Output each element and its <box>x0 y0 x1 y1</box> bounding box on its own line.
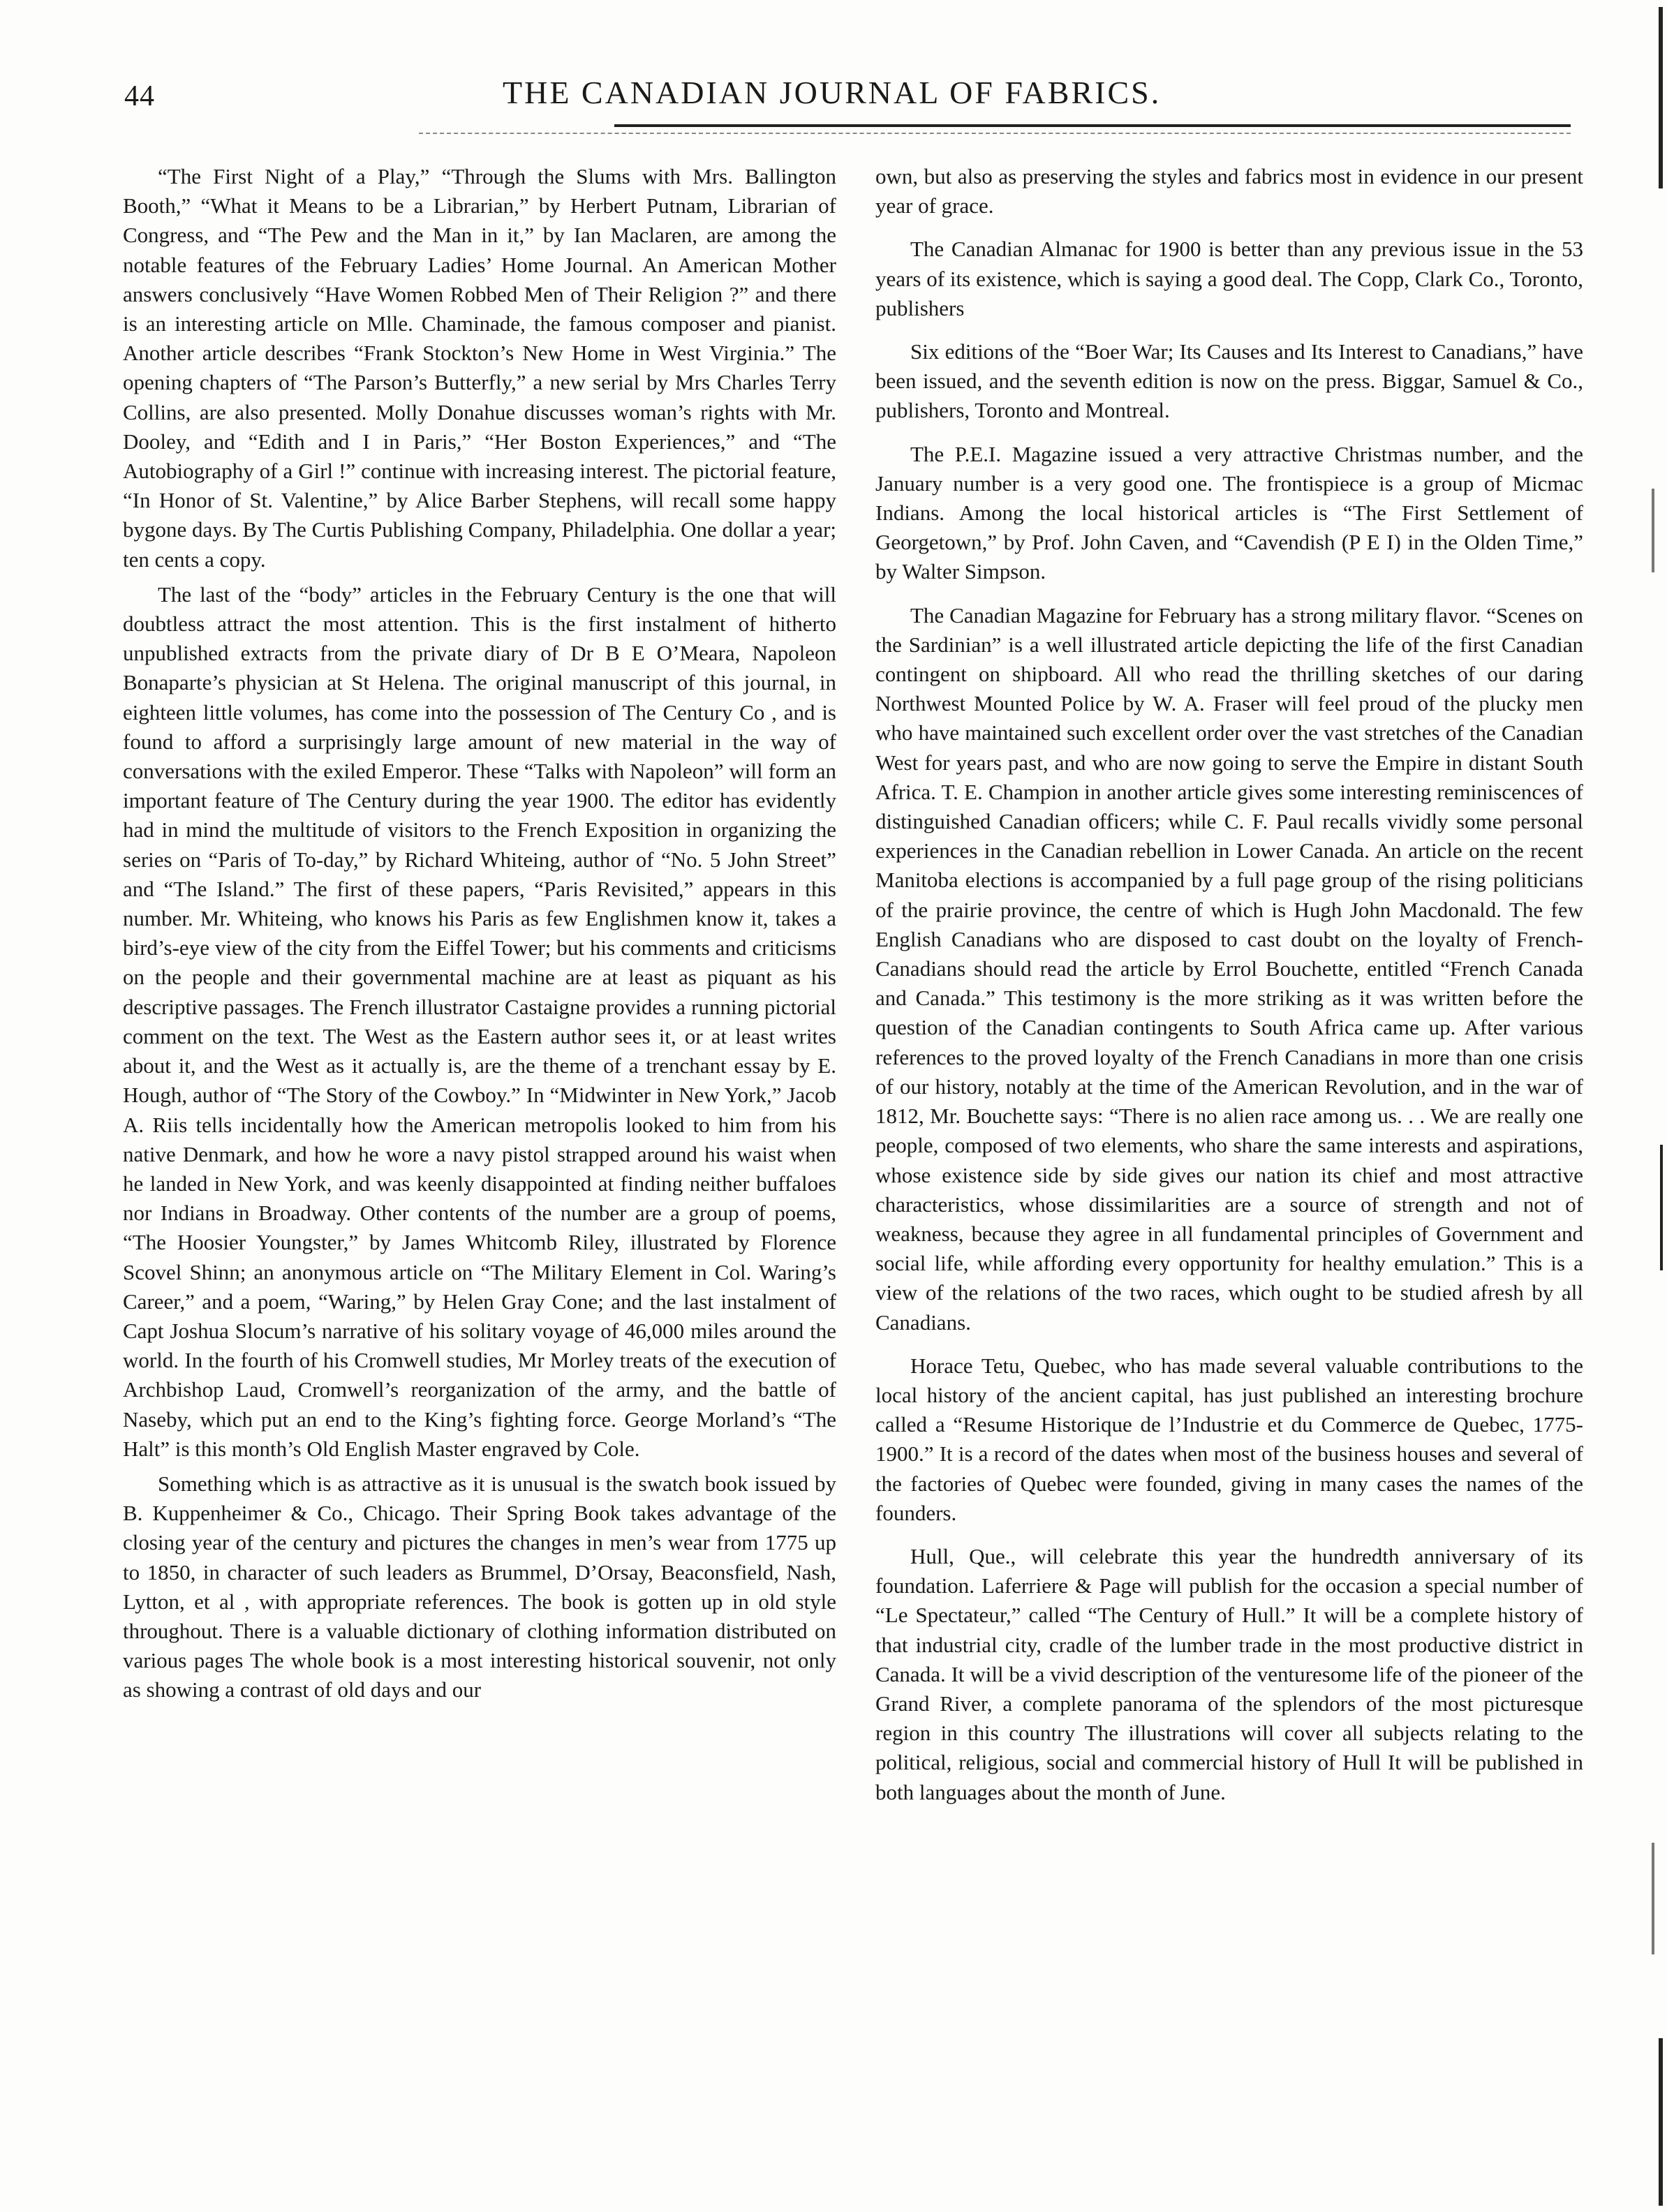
paragraph-horace-tetu: Horace Tetu, Quebec, who has made several valuable contributions to the local history of the ancient capital, has just published an interesting brochure called a “Resume Historique de l’Industrie et du Commerce de Quebec, 1775-1900.” It is a record of the dates when most of the business houses and several of the factories of Quebec were founded, giving in many cases the names of the founders. <box>875 1353 1583 1525</box>
scan-edge-speckle <box>1652 1843 1654 1954</box>
paragraph-canadian-magazine: The Canadian Magazine for February has a strong military flavor. “Scenes on the Sardinian” is a well illustrated article depicting the life of the first Canadian contingent on shipboard. All who read the thrilling sketches of our daring Northwest Mounted Police by W. A. Fraser will feel proud of the plucky men who have maintained such excellent order over the vast stretches of the Canadian West for years past, and who are now going to serve the Empire in distant South Africa. T. E. Champion in another article gives some interesting reminiscences of distinguished Canadian officers; while C. F. Paul recalls vividly some personal experiences in the Canadian rebellion in Lower Canada. An article on the recent Manitoba elections is accompanied by a full page group of the rising politicians of the prairie province, the centre of which is Hugh John Macdonald. The few English Canadians who are disposed to cast doubt on the loyalty of French-Canadians should read the article by Errol Bouchette, entitled “French Canada and Canada.” This testimony is the more striking as it was written before the question of the Canadian contingents to South Africa came up. After various references to the proved loyalty of the French Canadians in more than one crisis of our history, notably at the time of the American Revolution, and in the war of 1812, Mr. Bouchette says: “There is no alien race among us. . . We are really one people, composed of two elements, who share the same interests and aspirations, whose existence side by side gives our nation its chief and most attractive characteristics, whose dissimilarities are a source of strength and not of weakness, because they agree in all fundamental principles of Government and social life, while affording every opportunity for healthy emulation.” This is a view of the relations of the two races, which ought to be studied afresh by all Canadians. <box>875 602 1583 1335</box>
scan-edge-mark <box>1659 7 1663 188</box>
left-column <box>123 162 836 1705</box>
paragraph-canadian-almanac: The Canadian Almanac for 1900 is better than any previous issue in the 53 years of its existence, which is saying a good deal. The Copp, Clark Co., Toronto, publishers <box>875 237 1583 320</box>
paragraph-continued: own, but also as preserving the styles and fabrics most in evidence in our present year of grace. <box>875 164 1583 218</box>
header-rule-dashed <box>419 133 1571 134</box>
scan-edge-mark <box>1660 1145 1663 1270</box>
right-column <box>875 162 1583 1807</box>
scan-edge-speckle <box>1652 489 1654 572</box>
header-rule <box>614 124 1571 127</box>
page-number: 44 <box>124 80 155 112</box>
running-head-title: THE CANADIAN JOURNAL OF FABRICS. <box>503 75 1162 110</box>
paragraph-february-century: The last of the “body” articles in the February Century is the one that will doubtless attract the most attention. This is the first instalment of hitherto unpublished extracts from the private diary of Dr B E O’Meara, Napoleon Bonaparte’s physician at St Helena. The original manuscript of this journal, in eighteen little volumes, has come into the possession of The Century Co , and is found to afford a surprisingly large amount of new material in the way of conversations with the exiled Emperor. These “Talks with Napoleon” will form an important feature of The Century during the year 1900. The editor has evidently had in mind the multitude of visitors to the French Exposition in organizing the series on “Paris of To-day,” by Richard Whiteing, author of “No. 5 John Street” and “The Island.” The first of these papers, “Paris Revisited,” appears in this number. Mr. Whiteing, who knows his Paris as few Englishmen know it, takes a bird’s-eye view of the city from the Eiffel Tower; but his comments and criticisms on the people and their governmental machine are at least as piquant as his descriptive passages. The French illustrator Castaigne provides a running pictorial comment on the text. The West as the Eastern author sees it, or at least writes about it, and the West as it actually is, are the theme of a trenchant essay by E. Hough, author of “The Story of the Cowboy.” In “Midwinter in New York,” Jacob A. Riis tells incidentally how the American metropolis looked to him from his native Denmark, and how he wore a navy pistol strapped around his waist when he landed in New York, and was keenly disappointed at finding neither buffaloes nor Indians in Broadway. Other contents of the number are a group of poems, “The Hoosier Youngster,” by James Whitcomb Riley, illustrated by Florence Scovel Shinn; an anonymous article on “The Military Element in Col. Waring’s Career,” and a poem, “Waring,” by Helen Gray Cone; and the last instalment of Capt Joshua Slocum’s narrative of his solitary voyage of 46,000 miles around the world. In the fourth of his Cromwell studies, Mr Morley treats of the execution of Archbishop Laud, Cromwell’s reorganization of the army, and the battle of Naseby, which put an end to the King’s fighting force. George Morland’s “The Halt” is this month’s Old English Master engraved by Cole. <box>123 581 836 1461</box>
paragraph-hull-quebec: Hull, Que., will celebrate this year the hundredth anniversary of its foundation. Laferriere & Page will publish for the occasion a special number of “Le Spectateur,” called “The Century of Hull.” It will be a complete history of that industrial city, cradle of the lumber trade in the most productive district in Canada. It will be a vivid description of the venturesome life of the pioneer of the Grand River, a complete panorama of the splendors of the most picturesque region in this country The illustrations will cover all subjects relating to the political, religious, social and commercial history of Hull It will be published in both languages about the month of June. <box>875 1543 1583 1804</box>
paragraph-kuppenheimer-swatch-book: Something which is as attractive as it is unusual is the swatch book issued by B. Kuppenheimer & Co., Chicago. Their Spring Book takes advantage of the closing year of the century and pictures the changes in men’s wear from 1775 up to 1850, in character of such leaders as Brummel, D’Orsay, Beaconsfield, Nash, Lytton, et al , with appropriate references. The book is gotten up in old style throughout. There is a valuable dictionary of clothing information distributed on various pages The whole book is a most interesting historical souvenir, not only as showing a contrast of old days and our <box>123 1471 836 1702</box>
paragraph-boer-war: Six editions of the “Boer War; Its Causes and Its Interest to Canadians,” have been issued, and the seventh edition is now on the press. Biggar, Samuel & Co., publishers, Toronto and Montreal. <box>875 339 1583 423</box>
scan-edge-mark <box>1659 2038 1663 2206</box>
paragraph-pei-magazine: The P.E.I. Magazine issued a very attractive Christmas number, and the January number is a very good one. The frontispiece is a group of Micmac Indians. Among the local historical articles is “The First Settlement of Georgetown,” by Prof. John Caven, and “Cavendish (P E I) in the Olden Time,” by Walter Simpson. <box>875 441 1583 584</box>
paragraph-ladies-home-journal: “The First Night of a Play,” “Through the Slums with Mrs. Ballington Booth,” “What it Means to be a Librarian,” by Herbert Putnam, Librarian of Congress, and “The Pew and the Man in it,” by Ian Maclaren, are among the notable features of the February Ladies’ Home Journal. An American Mother answers conclusively “Have Women Robbed Men of Their Religion ?” and there is an interesting article on Mlle. Chaminade, the famous composer and pianist. Another article describes “Frank Stockton’s New Home in West Virginia.” The opening chapters of “The Parson’s Butterfly,” a new serial by Mrs Charles Terry Collins, are also presented. Molly Donahue discusses woman’s rights with Mr. Dooley, and “Edith and I in Paris,” “Her Boston Experiences,” and “The Autobiography of a Girl !” continue with increasing interest. The pictorial feature, “In Honor of St. Valentine,” by Alice Barber Stephens, will recall some happy bygone days. By The Curtis Publishing Company, Philadelphia. One dollar a year; ten cents a copy. <box>123 164 837 572</box>
